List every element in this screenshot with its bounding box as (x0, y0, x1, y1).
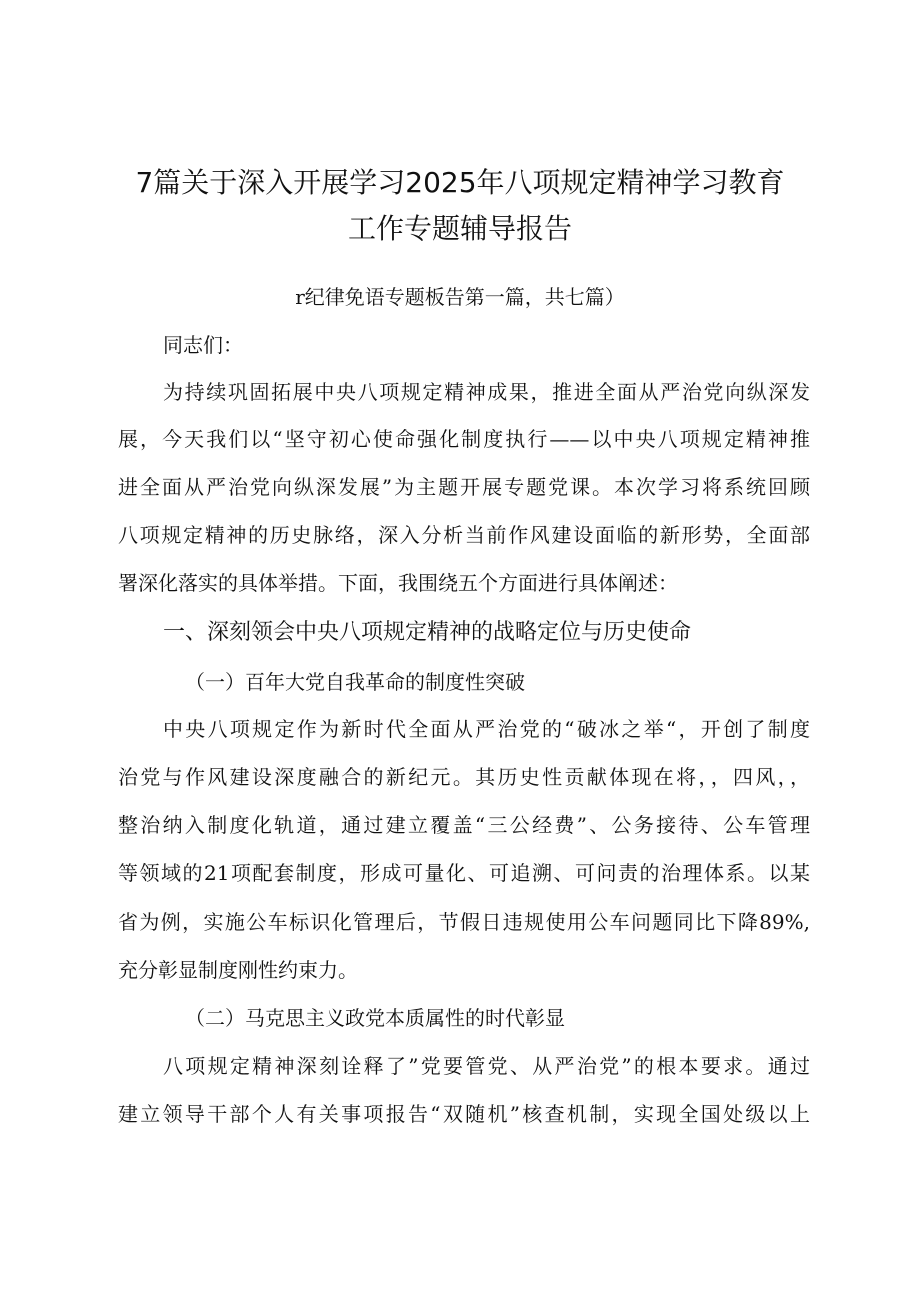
intro-line-5: 署深化落实的具体举措。下面，我围绕五个方面进行具体阐述： (118, 571, 678, 595)
section-1-1-heading: （一）百年大党自我革命的制度性突破 (185, 670, 525, 694)
section-1-2-line-1: 八项规定精神深刻诠释了”党要管党、从严治党”的根本要求。通过 (163, 1054, 810, 1078)
section-1-2-heading: （二）马克思主义政党本质属性的时代彰显 (185, 1006, 565, 1030)
intro-line-3: 进全面从严治党向纵深发展”为主题开展专题党课。本次学习将系统回顾 (118, 475, 810, 499)
document-title-line-2: 工作专题辅导报告 (347, 212, 572, 245)
section-1-1-line-1: 中央八项规定作为新时代全面从严治党的“破冰之举“，开创了制度 (163, 717, 810, 741)
section-1-1-line-5: 省为例，实施公车标识化管理后，节假日违规使用公车问题同比下降89%, (118, 910, 810, 934)
section-1-1-line-2: 治党与作风建设深度融合的新纪元。其历史性贡献体现在将，，四风，， (118, 765, 810, 789)
section-1-1-line-6: 充分彰显制度刚性约束力。 (118, 958, 358, 982)
section-1-heading: 一、深刻领会中央八项规定精神的战略定位与历史使命 (163, 620, 692, 645)
document-title-line-1: 7篇关于深入开展学习2025年八项规定精神学习教育 (135, 166, 785, 199)
intro-line-2: 展，今天我们以“坚守初心使命强化制度执行——以中央八项规定精神推 (118, 427, 810, 451)
section-1-1-line-3: 整治纳入制度化轨道，通过建立覆盖“三公经费”、公务接待、公车管理 (118, 813, 810, 837)
section-1-2-line-2: 建立领导干部个人有关事项报告“双随机”核查机制，实现全国处级以上 (118, 1102, 810, 1126)
salutation: 同志们： (163, 333, 243, 357)
intro-line-4: 八项规定精神的历史脉络，深入分析当前作风建设面临的新形势，全面部 (118, 523, 810, 547)
intro-line-1: 为持续巩固拓展中央八项规定精神成果，推进全面从严治党向纵深发 (163, 380, 810, 404)
document-subtitle: r纪律免语专题板告第一篇，共七篇） (295, 285, 625, 309)
section-1-1-line-4: 等领域的21项配套制度，形成可量化、可追溯、可问责的治理体系。以某 (118, 861, 810, 885)
